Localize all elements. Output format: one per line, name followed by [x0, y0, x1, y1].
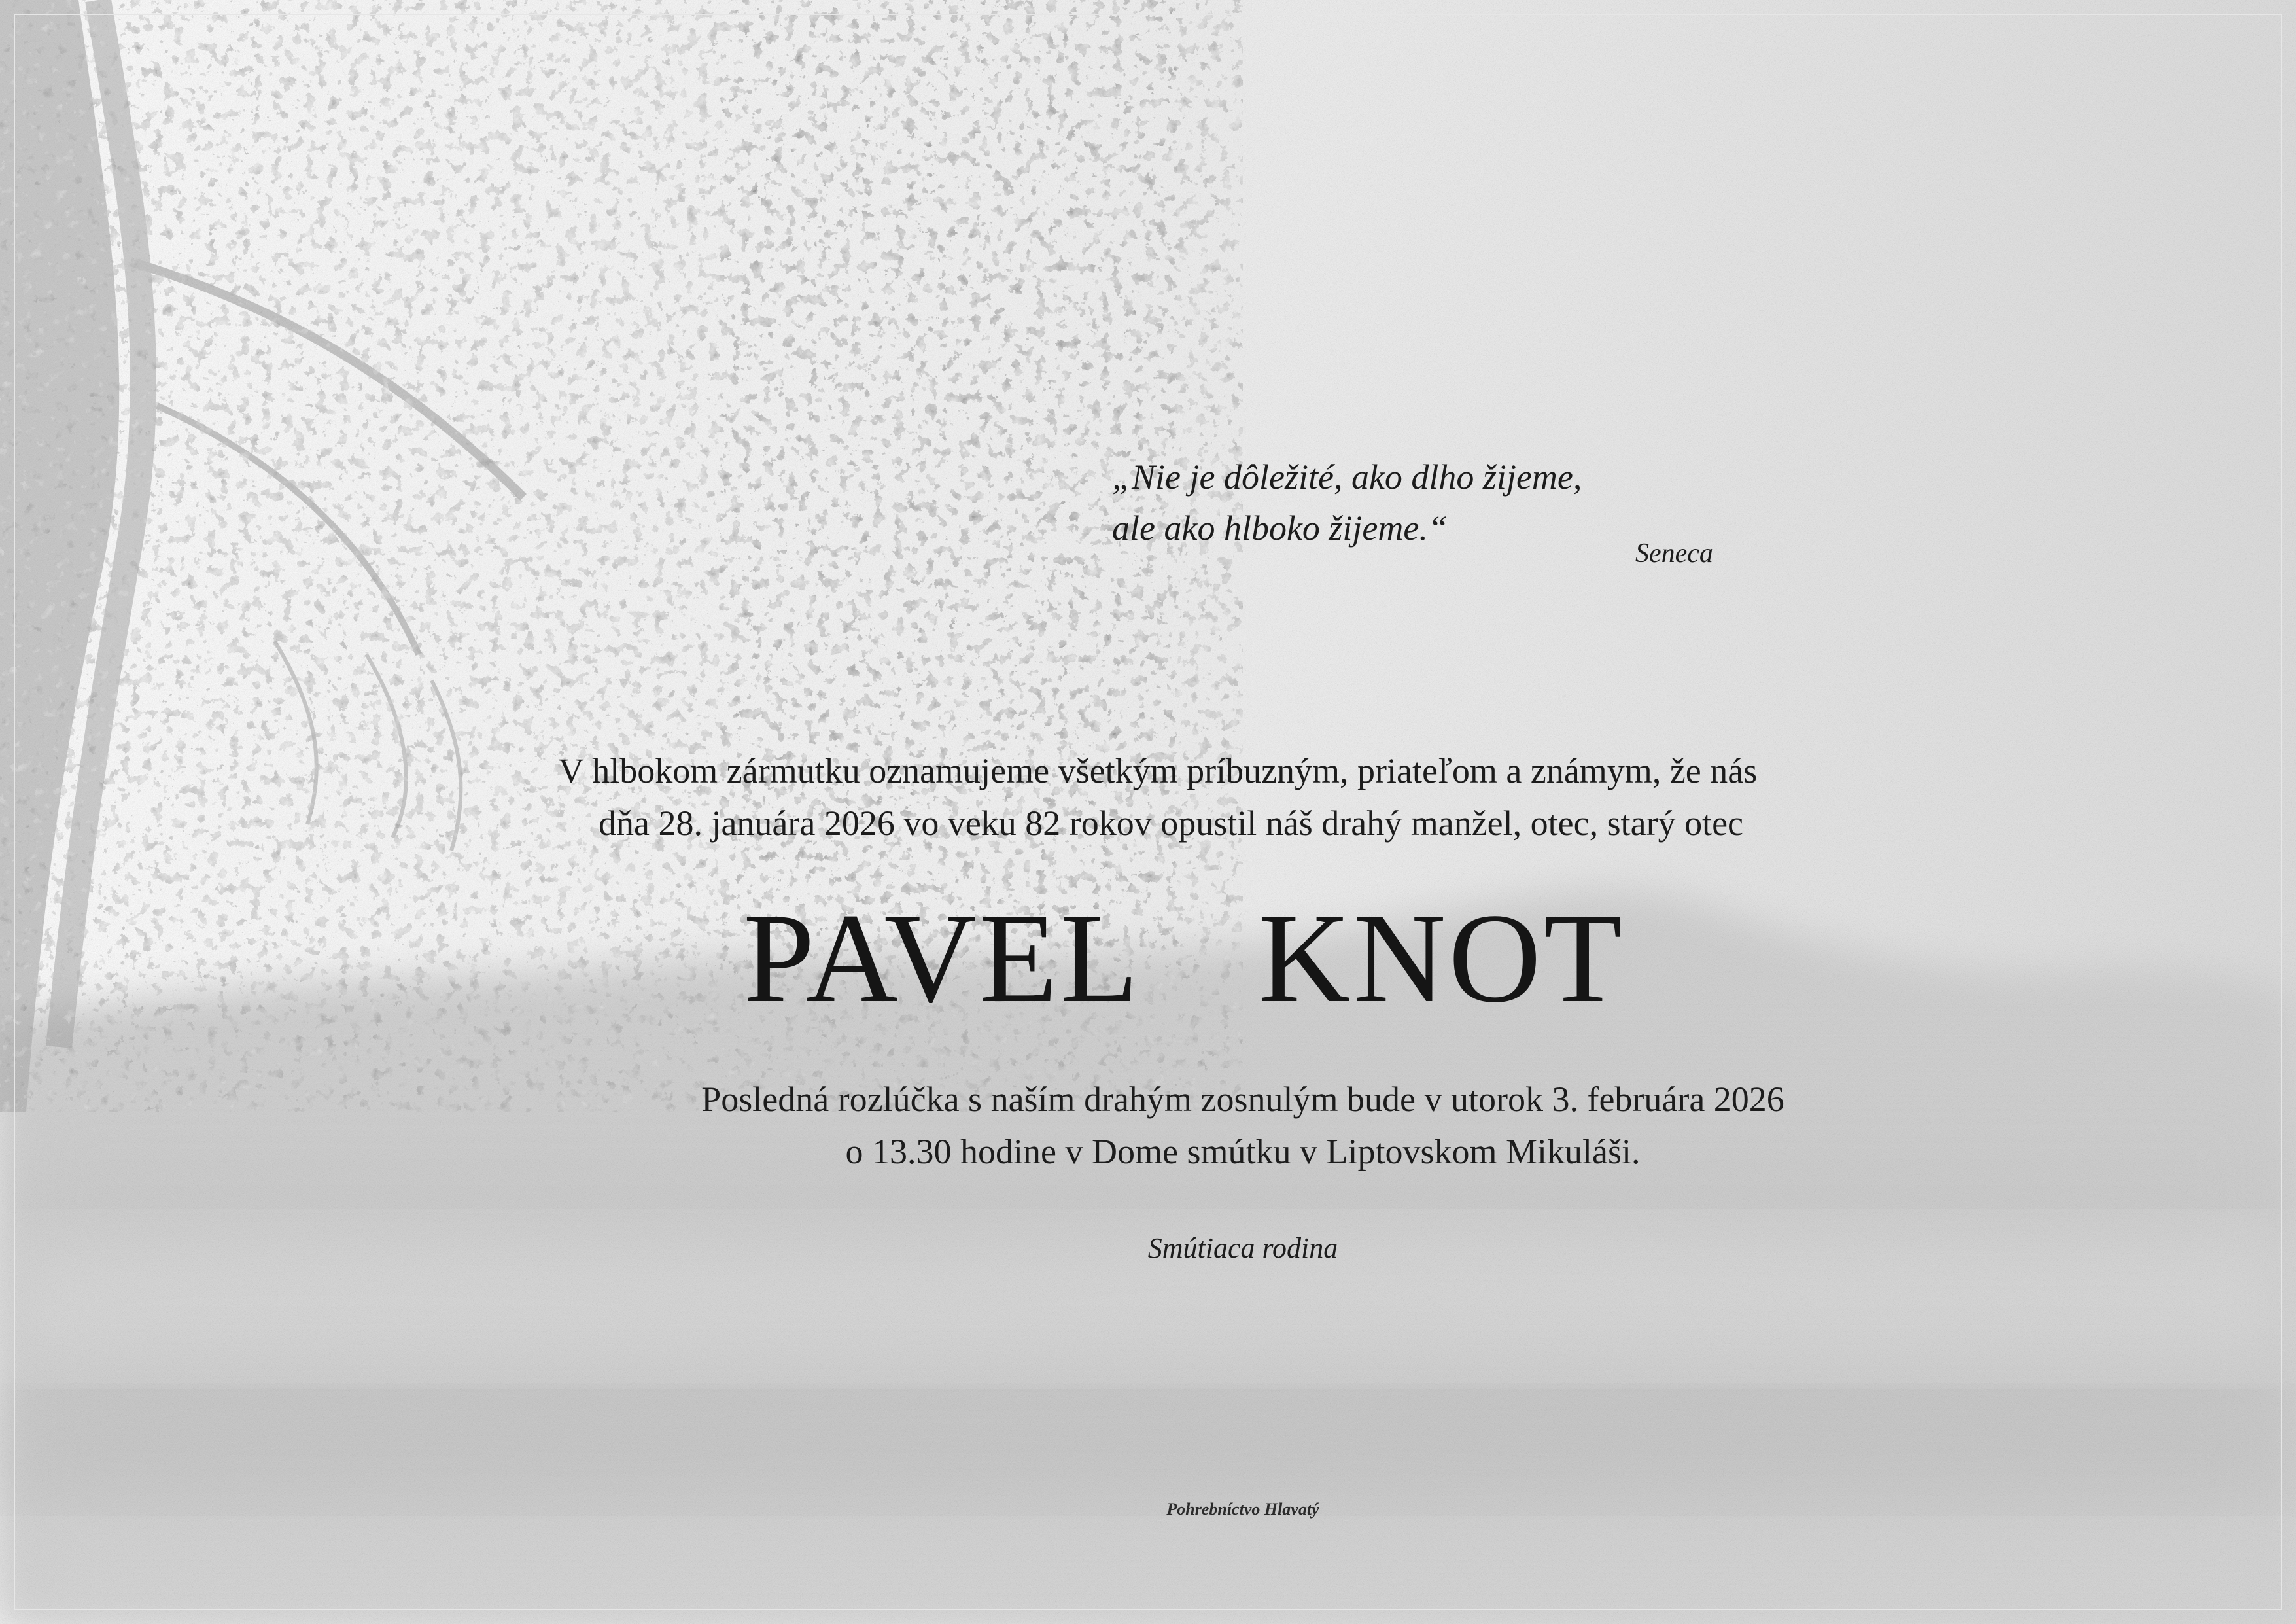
quote-line-2: ale ako hlboko žijeme.“	[1112, 508, 1448, 548]
quote	[1112, 451, 1582, 554]
quote-author: Seneca	[1635, 538, 1713, 569]
family-signature: Smútiaca rodina	[1147, 1232, 1338, 1264]
announcement-line-1: V hlbokom zármutku oznamujeme všetkým príbuzným, priateľom a známym, že nás	[558, 751, 1758, 790]
announcement	[0, 745, 2296, 849]
funeral-line-2: o 13.30 hodine v Dome smútku v Liptovskom Mikuláši.	[845, 1132, 1641, 1171]
announcement-line-2: dňa 28. januára 2026 vo veku 82 rokov opustil náš drahý manžel, otec, starý otec	[598, 803, 1744, 843]
funeral-details	[0, 1073, 2296, 1178]
funeral-home-name: Pohrebníctvo Hlavatý	[1166, 1500, 1319, 1519]
funeral-line-1: Posledná rozlúčka s naším drahým zosnulým bude v utorok 3. februára 2026	[701, 1080, 1784, 1119]
deceased-name: PAVEL KNOT	[743, 887, 1625, 1029]
quote-line-1: „Nie je dôležité, ako dlho žijeme,	[1112, 457, 1582, 497]
